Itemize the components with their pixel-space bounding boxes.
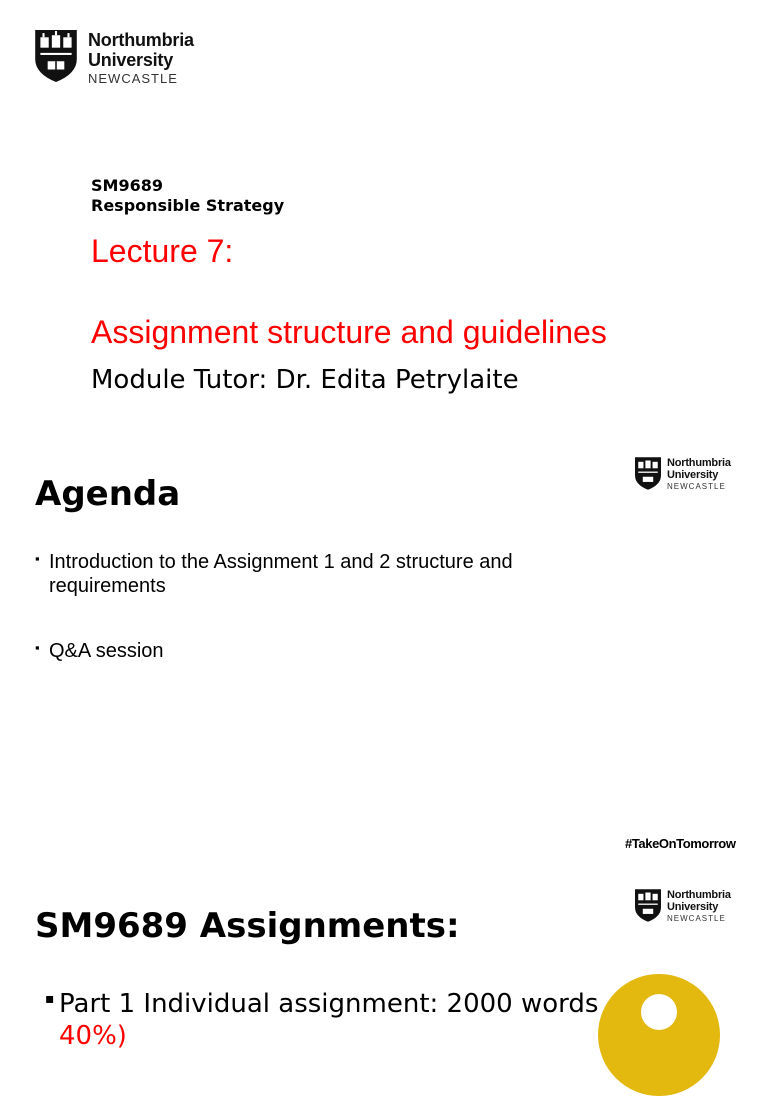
course-name: Responsible Strategy — [91, 196, 285, 215]
assignment-item — [45, 988, 605, 1052]
logo-line-3: NEWCASTLE — [667, 914, 726, 923]
logo-line-2: University — [667, 469, 719, 481]
agenda-slide — [0, 430, 768, 862]
hashtag: #TakeOnTomorrow — [625, 836, 736, 851]
northumbria-logo — [35, 30, 194, 87]
logo-line-3: NEWCASTLE — [667, 482, 726, 491]
logo-line-1: Northumbria — [667, 457, 731, 469]
agenda-item — [35, 550, 595, 598]
title-slide — [0, 0, 768, 430]
agenda-item-text: Q&A session — [49, 640, 164, 662]
university-crest-icon — [635, 889, 661, 922]
slide-title: SM9689 Assignments: — [35, 906, 460, 946]
logo-line-2: University — [88, 50, 174, 70]
logo-line-3: NEWCASTLE — [88, 71, 178, 86]
assignments-slide — [0, 862, 768, 1051]
decorative-circle-hole — [641, 994, 677, 1030]
lecture-number: Lecture 7: — [91, 233, 234, 269]
assignment-item-text: Part 1 Individual assignment: 2000 words — [59, 989, 599, 1019]
northumbria-logo — [635, 457, 731, 492]
agenda-item-text: Introduction to the Assignment 1 and 2 structure and requirements — [49, 551, 513, 597]
university-crest-icon — [35, 30, 77, 82]
decorative-circle — [598, 974, 720, 1096]
university-crest-icon — [635, 457, 661, 490]
northumbria-logo — [635, 889, 731, 924]
lecture-title: Assignment structure and guidelines — [91, 314, 607, 350]
module-tutor: Module Tutor: Dr. Edita Petrylaite — [91, 365, 519, 395]
course-code: SM9689 — [91, 176, 163, 195]
assignment-item-weight: 40%) — [59, 1021, 127, 1051]
slide-title: Agenda — [35, 474, 181, 514]
bullet-square-icon: ▪ — [35, 640, 40, 655]
bullet-square-icon: ▪ — [45, 991, 55, 1007]
logo-line-2: University — [667, 901, 719, 913]
agenda-item — [35, 639, 595, 663]
bullet-square-icon: ▪ — [35, 551, 40, 566]
logo-line-1: Northumbria — [88, 30, 194, 50]
logo-line-1: Northumbria — [667, 889, 731, 901]
